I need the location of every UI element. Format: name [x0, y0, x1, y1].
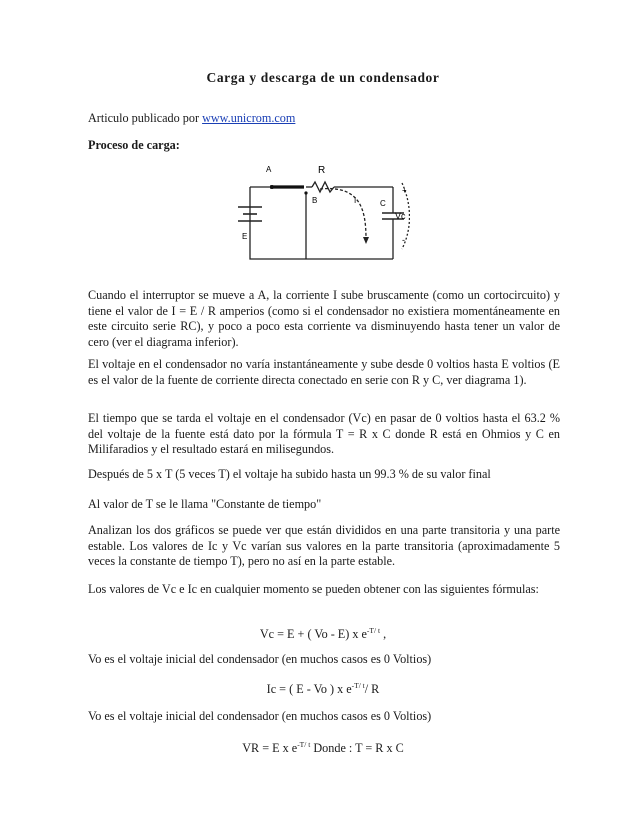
current-arrow [320, 189, 366, 239]
label-r: R [318, 165, 326, 176]
paragraph-4: Después de 5 x T (5 veces T) el voltaje ha subido hasta un 99.3 % de su valor final [88, 467, 491, 481]
label-a: A [266, 165, 272, 174]
formula-ic-tail: / R [364, 682, 380, 696]
paragraph-3: El tiempo que se tarda el voltaje en el condensador (Vc) en pasar de 0 voltios hasta el 63.2 % del voltaje de la fuente está dato por la fórmula T = R x C donde R está en Ohmios y C en Milifaradios y el resultado estará en milisegundos. [88, 411, 560, 457]
formula-vc [88, 626, 558, 642]
label-e: E [242, 232, 248, 241]
paragraph-5: Al valor de T se le llama "Constante de tiempo" [88, 497, 322, 511]
page-title: Carga y descarga de un condensador [206, 70, 440, 85]
formula-vc-exp: -T/ t [366, 626, 381, 635]
paragraph-6: Analizan los dos gráficos se puede ver que están divididos en una parte transitoria y una parte estable. Los valores de Ic y Vc varían sus valores en la parte transitoria (aproximadamente 5 veces la constante de tiempo T), pero no así en la parte estable. [88, 523, 560, 569]
formula-ic-base: Ic = ( E - Vo ) x e [266, 682, 352, 696]
left-wire [250, 187, 393, 259]
label-vc: Vc [395, 211, 406, 221]
paragraph-2: El voltaje en el condensador no varía instantáneamente y sube desde 0 voltios hasta E voltios (E es el valor de la fuente de corriente directa conectado en serie con R y C, ver diagrama 1). [88, 357, 560, 387]
label-i: I [354, 196, 357, 205]
formula-vr [88, 740, 558, 756]
label-minus: - [402, 235, 405, 245]
formula-vc-tail: , [380, 627, 387, 641]
formula-vr-tail: Donde : T = R x C [310, 741, 404, 755]
note-1: Vo es el voltaje inicial del condensador (en muchos casos es 0 Voltios) [88, 652, 432, 666]
formula-vc-base: Vc = E + ( Vo - E) x e [259, 627, 367, 641]
formula-ic [88, 681, 558, 697]
section-heading: Proceso de carga: [88, 138, 180, 152]
rc-circuit-diagram [230, 157, 410, 265]
source-link[interactable]: www.unicrom.com [202, 111, 296, 125]
formula-vr-base: VR = E x e [242, 741, 298, 755]
formula-vr-exp: -T/ t [297, 740, 311, 749]
byline-prefix: Articulo publicado por [88, 111, 203, 125]
switch-contact-b [304, 191, 307, 194]
byline [88, 111, 295, 127]
note-2: Vo es el voltaje inicial del condensador (en muchos casos es 0 Voltios) [88, 709, 432, 723]
label-b: B [312, 196, 318, 205]
formula-ic-exp: -T/ t [351, 681, 365, 690]
arrow-head [363, 237, 369, 244]
paragraph-1: Cuando el interruptor se mueve a A, la corriente I sube bruscamente (como un cortocircuito) y tiene el valor de I = E / R amperios (como si el condensador no existiera momentáneamente en este circuito serie RC), y poco a poco esta corriente va disminuyendo hasta tener un valor de cero (ver el diagrama inferior). [88, 288, 560, 349]
label-plus: + [402, 186, 407, 195]
switch-pivot [270, 185, 274, 189]
paragraph-7: Los valores de Vc e Ic en cualquier momento se pueden obtener con las siguientes fórmulas: [88, 582, 539, 596]
resistor-zigzag [312, 182, 334, 192]
label-c: C [380, 199, 386, 208]
